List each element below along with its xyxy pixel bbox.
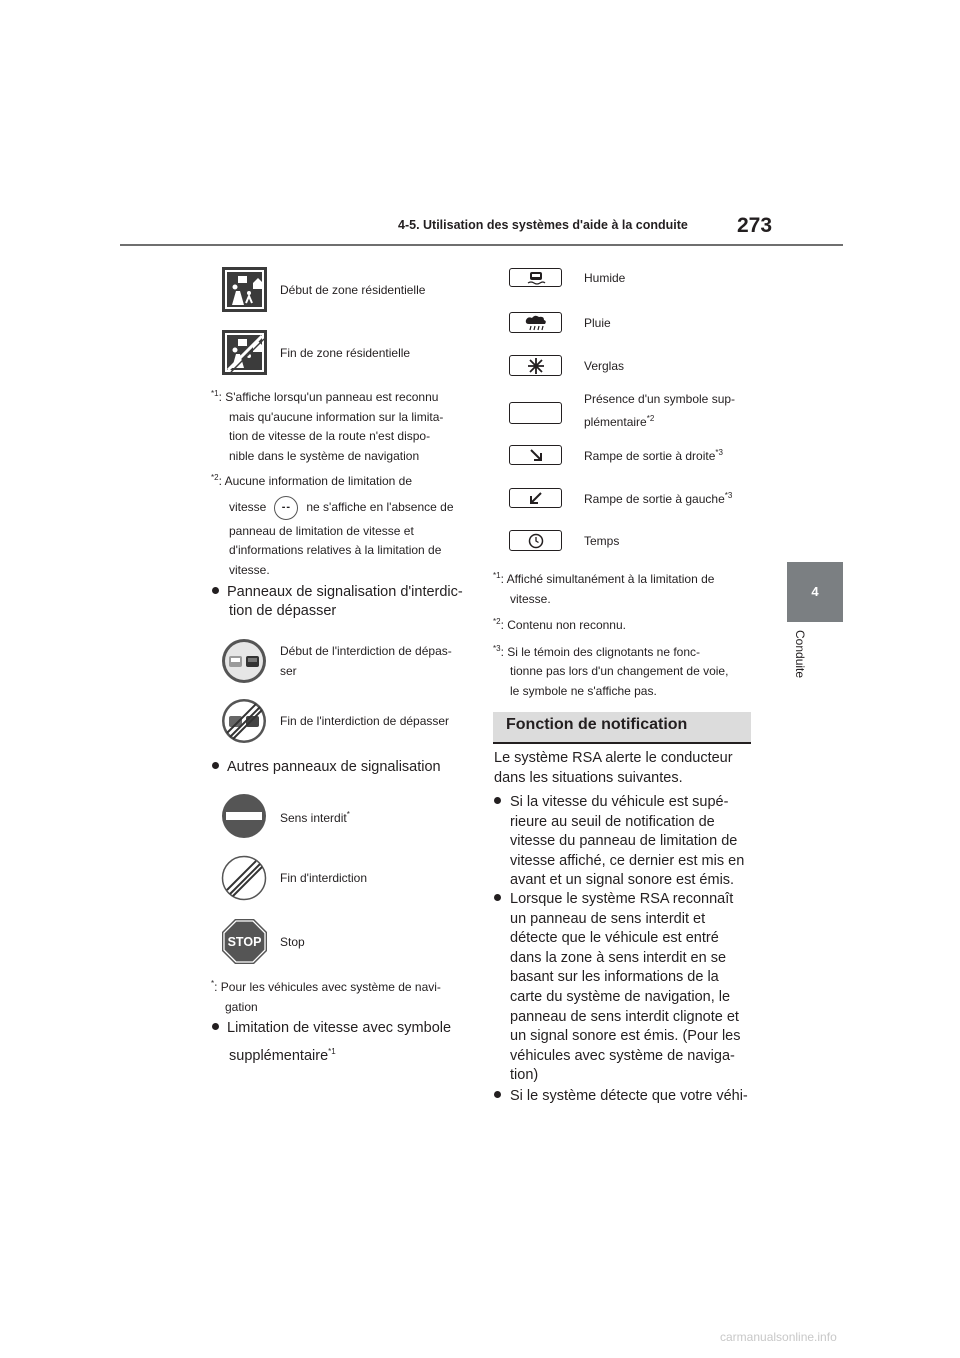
sign-label: Verglas bbox=[584, 358, 625, 373]
note-line: Aucune information de limitation de bbox=[224, 474, 413, 488]
note-line: S'affiche lorsqu'un panneau est reconnu bbox=[225, 390, 439, 404]
bullet-overtaking bbox=[212, 583, 472, 621]
note-line: panneau de limitation de vitesse et bbox=[229, 523, 414, 538]
text-line: véhicules avec système de naviga- bbox=[510, 1047, 735, 1064]
bullet-sup: *1 bbox=[328, 1047, 336, 1056]
sign-row-no-entry bbox=[221, 793, 350, 839]
sign-label-sup: * bbox=[346, 809, 350, 819]
sign-label-text: Rampe de sortie à droite bbox=[584, 449, 716, 463]
note-line: vitesse bbox=[229, 499, 267, 514]
note-line: Contenu non reconnu. bbox=[507, 618, 626, 633]
header-rule bbox=[120, 244, 843, 246]
bullet-dot bbox=[494, 797, 501, 804]
sign-label: Fin d'interdiction bbox=[280, 871, 367, 885]
sign-label: Pluie bbox=[584, 315, 611, 330]
note-star: *: Pour les véhicules avec système de navi- gation bbox=[211, 974, 471, 1017]
exit-ramp-right-icon bbox=[509, 445, 562, 465]
arrow-down-right-icon bbox=[529, 448, 543, 462]
sign-label bbox=[280, 642, 452, 680]
note-line: le symbole ne s'affiche pas. bbox=[510, 683, 657, 698]
bullet-speed-limit bbox=[212, 1019, 472, 1066]
text-line: rieure au seuil de notification de bbox=[510, 813, 715, 830]
sign-label bbox=[584, 487, 732, 508]
sign-label bbox=[280, 806, 350, 827]
note-marker: *2 bbox=[211, 473, 219, 482]
bullet-vehicle-detect bbox=[494, 1087, 756, 1107]
sign-row-residential-start bbox=[222, 267, 425, 312]
chapter-label: Conduite bbox=[793, 630, 807, 679]
sign-label bbox=[584, 444, 723, 465]
bullet-text: supplémentaire bbox=[229, 1047, 329, 1064]
residential-zone-start-icon bbox=[222, 267, 267, 312]
sign-row-time bbox=[509, 530, 619, 551]
bullet-text: Panneaux de signalisation d'interdic- bbox=[227, 584, 463, 600]
bullet-text: tion de dépasser bbox=[229, 603, 337, 619]
bullet-dot bbox=[212, 587, 219, 594]
sign-label-line: ser bbox=[280, 664, 297, 678]
blank-supplementary-icon bbox=[509, 402, 562, 424]
sign-label-line: Présence d'un symbole sup- bbox=[584, 392, 736, 406]
bullet-text: Limitation de vitesse avec symbole bbox=[227, 1020, 452, 1036]
note-line: Pour les véhicules avec système de navi- bbox=[220, 980, 441, 994]
note-line: nible dans le système de navigation bbox=[229, 448, 420, 463]
end-restriction-icon bbox=[221, 855, 267, 901]
no-speed-info-icon: -- bbox=[274, 496, 298, 520]
sign-row-end-restriction bbox=[221, 855, 367, 901]
text-line: Si le système détecte que votre véhi- bbox=[510, 1088, 748, 1104]
sign-row-ice bbox=[509, 355, 624, 376]
sign-row-residential-end bbox=[222, 330, 410, 375]
text-line: un panneau de sens interdit et bbox=[510, 910, 706, 927]
note-line: vitesse. bbox=[510, 591, 551, 606]
note-line: tionne pas lors d'un changement de voie, bbox=[510, 664, 729, 679]
sign-label bbox=[584, 389, 735, 432]
note-marker: * bbox=[211, 979, 215, 988]
note-1: $^{*1}$: S'affiche lorsqu'un panneau est reconnu mais qu'aucune information sur la limita- tion de vitesse de la route n'est dispo- nible dans le système de navigation bbox=[211, 384, 471, 466]
text-line: Si la vitesse du véhicule est supé- bbox=[510, 794, 729, 810]
note-line: ne s'affiche en l'absence de bbox=[306, 499, 454, 514]
stop-sign-icon bbox=[221, 918, 268, 965]
text-line: Lorsque le système RSA reconnaît bbox=[510, 891, 734, 907]
text-line: un signal sonore est émis. (Pour les bbox=[510, 1028, 741, 1045]
note-marker: *2 bbox=[493, 617, 501, 627]
note-line: vitesse. bbox=[229, 562, 270, 577]
section-heading-rule bbox=[493, 742, 751, 744]
sign-label-sup: *3 bbox=[724, 491, 733, 500]
sign-row-exit-right bbox=[509, 444, 723, 465]
car-icon bbox=[525, 271, 547, 285]
bullet-text: Autres panneaux de signalisation bbox=[227, 759, 441, 775]
text-line: dans les situations suivantes. bbox=[494, 769, 683, 786]
note-marker: *3 bbox=[493, 643, 501, 653]
bullet-dot bbox=[212, 762, 219, 769]
note-line: Affiché simultanément à la limitation de bbox=[506, 572, 715, 586]
residential-zone-end-icon bbox=[222, 330, 267, 375]
no-entry-icon bbox=[221, 793, 267, 839]
sign-label-text: Rampe de sortie à gauche bbox=[584, 492, 725, 506]
sign-label-line: Début de l'interdiction de dépas- bbox=[280, 644, 452, 658]
text-line: panneau de sens interdit clignote et bbox=[510, 1008, 739, 1025]
note-line: d'informations relatives à la limitation de bbox=[229, 543, 442, 558]
end-no-overtaking-icon bbox=[221, 698, 267, 744]
chapter-tab: 4 bbox=[787, 562, 843, 622]
text-line: carte du système de navigation, le bbox=[510, 988, 731, 1005]
bullet-dot bbox=[494, 1091, 501, 1098]
sign-label-sup: *2 bbox=[646, 414, 655, 423]
wet-road-icon bbox=[509, 268, 562, 287]
note-line: gation bbox=[225, 999, 258, 1014]
ice-icon bbox=[509, 355, 562, 376]
bullet-dot bbox=[212, 1023, 219, 1030]
bullet-no-entry-detected bbox=[494, 890, 756, 1086]
section-heading: Fonction de notification bbox=[506, 716, 688, 733]
sign-row-exit-left bbox=[509, 487, 732, 508]
text-line: tion) bbox=[510, 1067, 539, 1084]
sign-label-sup: *3 bbox=[715, 448, 723, 457]
sign-label: Humide bbox=[584, 270, 626, 285]
text-line: avant et un signal sonore est émis. bbox=[510, 872, 735, 889]
sign-label: Début de zone résidentielle bbox=[280, 282, 426, 297]
no-overtaking-icon bbox=[221, 638, 267, 684]
page-number: 273 bbox=[737, 214, 773, 237]
clock-icon bbox=[509, 530, 562, 551]
sign-label: Stop bbox=[280, 934, 305, 949]
sign-row-stop bbox=[221, 918, 305, 965]
text-line: basant sur les informations de la bbox=[510, 969, 719, 986]
text-line: vitesse du panneau de limitation de bbox=[510, 833, 738, 850]
watermark: carmanualsonline.info bbox=[720, 1330, 837, 1344]
text-line: détecte que le véhicule est entré bbox=[510, 930, 719, 947]
bullet-speed-exceeded bbox=[494, 793, 756, 891]
rain-icon bbox=[509, 312, 562, 333]
sign-label-text: Sens interdit bbox=[280, 810, 347, 825]
sign-label: Fin de zone résidentielle bbox=[280, 345, 411, 360]
note-marker: *1 bbox=[211, 389, 219, 398]
section-heading-box bbox=[493, 712, 751, 742]
note-line: mais qu'aucune information sur la limita- bbox=[229, 409, 444, 424]
sign-label-line: plémentaire bbox=[584, 415, 647, 429]
text-line: vitesse affiché, ce dernier est mis en bbox=[510, 852, 745, 869]
sign-row-end-no-overtaking bbox=[221, 698, 449, 744]
sign-label: Fin de l'interdiction de dépasser bbox=[280, 714, 450, 728]
bullet-dot bbox=[494, 894, 501, 901]
sign-row-no-overtaking bbox=[221, 638, 452, 684]
arrow-down-left-icon bbox=[529, 491, 543, 505]
sign-label: Temps bbox=[584, 533, 620, 548]
clock-face-icon bbox=[528, 533, 544, 549]
section-title: 4-5. Utilisation des systèmes d'aide à la conduite bbox=[398, 218, 688, 232]
text-line: Le système RSA alerte le conducteur bbox=[494, 750, 733, 766]
intro-paragraph bbox=[494, 749, 756, 788]
exit-ramp-left-icon bbox=[509, 488, 562, 508]
cloud-rain-icon bbox=[523, 315, 549, 331]
right-notes: $^{*1}$: Affiché simultanément à la limitation de vitesse. $^{*2}$: Contenu non reconnu. $^{*3}$: Si le témoin des clignotants ne fonc- tionne pas lors d'un changement de voie, le symbole ne s'affiche pas. bbox=[493, 566, 755, 702]
note-marker: *1 bbox=[493, 571, 501, 580]
note-2: $^{*2}$: Aucune information de limitation de vitesse -- ne s'affiche en l'absence de panneau de limitation de vitesse et d'informations relatives à la limitation de vitesse. bbox=[211, 468, 471, 580]
snowflake-icon bbox=[528, 358, 544, 374]
note-line: Si le témoin des clignotants ne fonc- bbox=[507, 644, 701, 659]
stop-sign-text: STOP bbox=[227, 935, 262, 949]
text-line: dans la zone à sens interdit en se bbox=[510, 949, 727, 966]
note-line: tion de vitesse de la route n'est dispo- bbox=[229, 429, 431, 444]
sign-row-rain bbox=[509, 312, 611, 333]
sign-row-wet bbox=[509, 268, 625, 287]
sign-row-blank-supplementary bbox=[509, 389, 735, 432]
bullet-other-signs bbox=[212, 758, 472, 777]
